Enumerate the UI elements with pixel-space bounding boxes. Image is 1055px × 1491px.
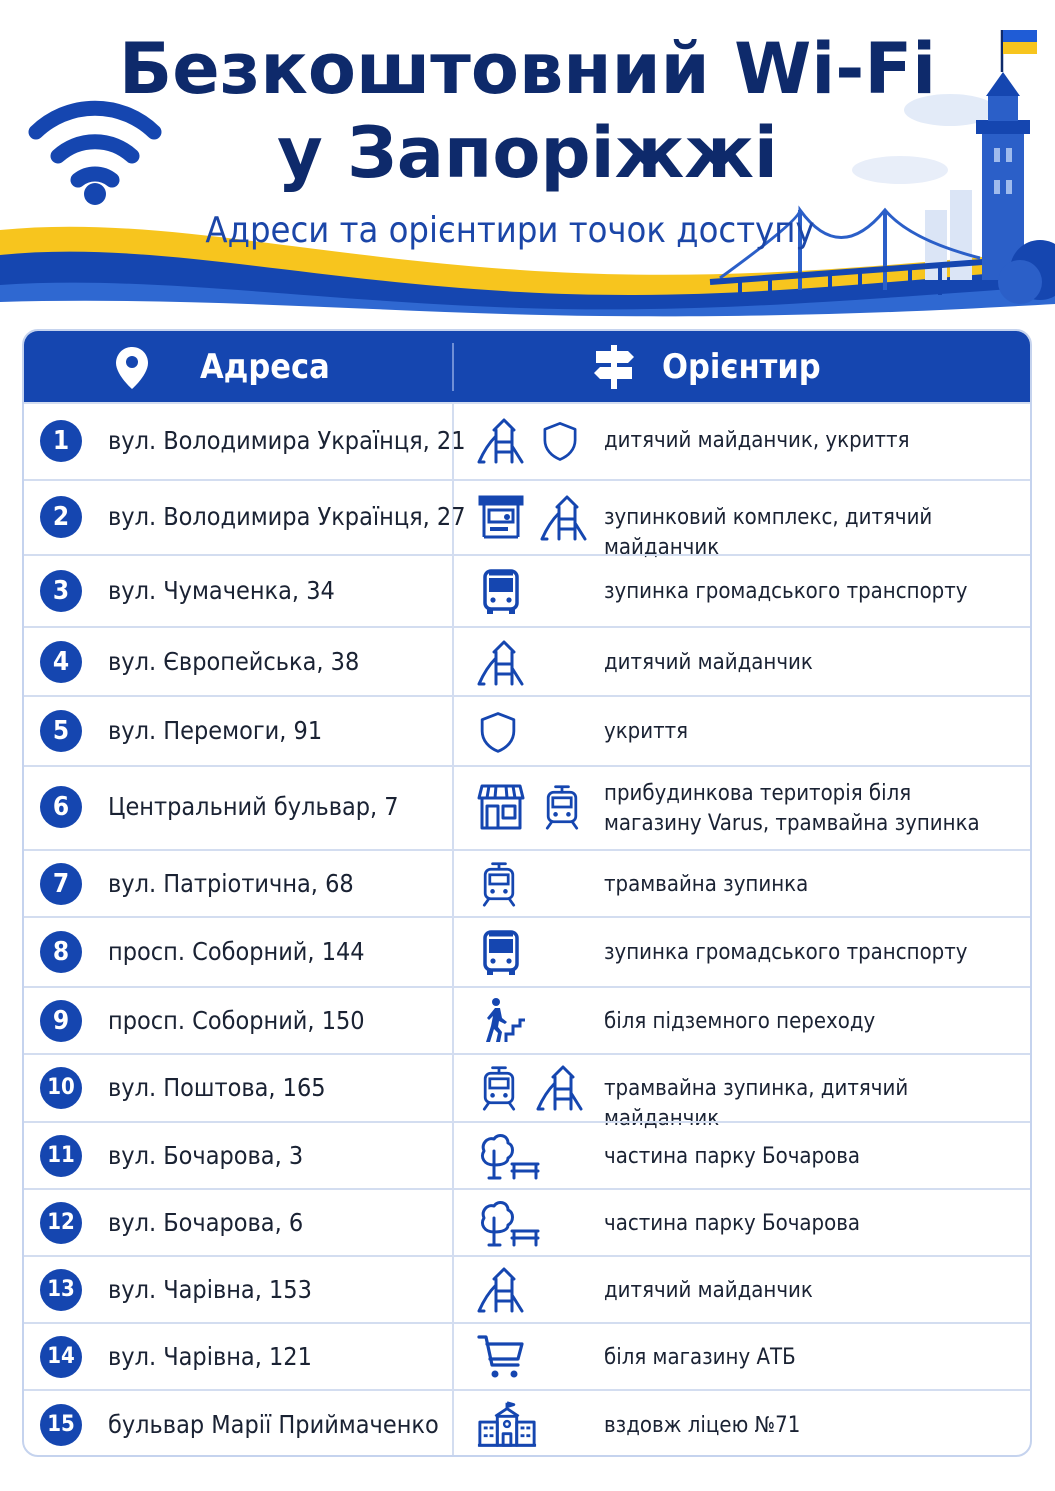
park-icon — [476, 1131, 546, 1181]
hotspot-table — [22, 329, 1032, 1457]
row-landmark-line1: прибудинкова територія біля — [604, 781, 912, 806]
table-row — [24, 626, 1032, 695]
table-row — [24, 1188, 1032, 1255]
header — [0, 0, 1055, 320]
row-landmark: біля магазину АТБ — [604, 1345, 796, 1370]
row-address: вул. Європейська, 38 — [108, 647, 360, 676]
park-icon — [476, 1198, 546, 1248]
row-number-badge: 6 — [40, 786, 82, 828]
row-landmark: дитячий майданчик — [604, 650, 813, 675]
column-header-landmark: Орієнтир — [662, 347, 821, 387]
row-address: Центральний бульвар, 7 — [108, 792, 399, 821]
row-landmark: дитячий майданчик, укриття — [604, 428, 910, 453]
row-address: вул. Патріотична, 68 — [108, 869, 354, 898]
row-address: вул. Бочарова, 3 — [108, 1141, 304, 1170]
row-number-badge: 4 — [40, 641, 82, 683]
cart-icon — [476, 1332, 526, 1382]
column-header-address: Адреса — [200, 347, 330, 387]
table-row — [24, 765, 1032, 849]
playground-icon — [476, 416, 526, 466]
row-address: вул. Бочарова, 6 — [108, 1208, 304, 1237]
table-row — [24, 1389, 1032, 1457]
row-address: бульвар Марії Приймаченко — [108, 1410, 439, 1439]
table-header — [24, 331, 1032, 402]
row-number-badge: 10 — [40, 1067, 82, 1109]
row-landmark: частина парку Бочарова — [604, 1211, 861, 1236]
row-address: просп. Соборний, 150 — [108, 1006, 365, 1035]
row-address: вул. Чумаченка, 34 — [108, 576, 335, 605]
row-landmark: зупинка громадського транспорту — [604, 940, 968, 965]
row-number-badge: 2 — [40, 496, 82, 538]
table-row — [24, 554, 1032, 626]
signpost-icon — [590, 343, 638, 391]
row-number-badge: 7 — [40, 863, 82, 905]
playground-icon — [535, 1063, 585, 1113]
table-row — [24, 1053, 1032, 1131]
table-row — [24, 916, 1032, 986]
table-row — [24, 479, 1032, 560]
row-address: вул. Володимира Українця, 27 — [108, 502, 466, 531]
playground-icon — [539, 493, 589, 543]
row-landmark: зупинковий комплекс, дитячий майданчик — [604, 505, 933, 560]
row-landmark-line2: магазину Varus, трамвайна зупинка — [604, 811, 980, 836]
table-row — [24, 1121, 1032, 1188]
row-number-badge: 9 — [40, 1000, 82, 1042]
table-row — [24, 849, 1032, 916]
row-number-badge: 15 — [40, 1404, 82, 1446]
shield-icon — [476, 708, 520, 756]
page-title-line1: Безкоштовний Wi-Fi — [118, 28, 937, 110]
row-landmark: укриття — [604, 719, 689, 744]
table-row — [24, 402, 1032, 479]
row-landmark: вздовж ліцею №71 — [604, 1413, 801, 1438]
row-landmark: зупинка громадського транспорту — [604, 579, 968, 604]
playground-icon — [476, 638, 526, 688]
row-landmark: трамвайна зупинка — [604, 872, 809, 897]
row-number-badge: 1 — [40, 420, 82, 462]
table-row — [24, 1322, 1032, 1389]
row-number-badge: 13 — [40, 1269, 82, 1311]
underpass-icon — [476, 996, 526, 1046]
row-address: вул. Поштова, 165 — [108, 1073, 326, 1102]
header-divider — [452, 343, 454, 391]
row-number-badge: 5 — [40, 710, 82, 752]
row-address: вул. Перемоги, 91 — [108, 716, 323, 745]
tram-icon — [539, 781, 585, 833]
row-landmark: дитячий майданчик — [604, 1278, 813, 1303]
row-landmark: трамвайна зупинка, дитячий майданчик — [604, 1076, 909, 1131]
table-row — [24, 986, 1032, 1053]
row-address: вул. Володимира Українця, 21 — [108, 426, 466, 455]
row-landmark: біля підземного переходу — [604, 1009, 876, 1034]
map-pin-icon — [114, 345, 150, 391]
store-icon — [476, 781, 526, 833]
bus-icon — [476, 567, 526, 617]
school-icon — [476, 1400, 538, 1450]
row-number-badge: 8 — [40, 931, 82, 973]
playground-icon — [476, 1265, 526, 1315]
row-address: вул. Чарівна, 121 — [108, 1342, 312, 1371]
page-subtitle: Адреси та орієнтири точок доступу — [205, 210, 815, 251]
row-landmark: частина парку Бочарова — [604, 1144, 861, 1169]
page-title-line2: у Запоріжжі — [277, 112, 778, 194]
row-number-badge: 3 — [40, 570, 82, 612]
bus-icon — [476, 928, 526, 978]
row-number-badge: 14 — [40, 1336, 82, 1378]
shield-icon — [539, 416, 581, 466]
tram-icon — [476, 859, 522, 909]
table-row — [24, 695, 1032, 765]
table-row — [24, 1255, 1032, 1322]
row-number-badge: 11 — [40, 1135, 82, 1177]
bus-stop-icon — [476, 493, 526, 543]
row-address: просп. Соборний, 144 — [108, 937, 365, 966]
tram-icon — [476, 1063, 522, 1113]
row-number-badge: 12 — [40, 1202, 82, 1244]
row-address: вул. Чарівна, 153 — [108, 1275, 312, 1304]
